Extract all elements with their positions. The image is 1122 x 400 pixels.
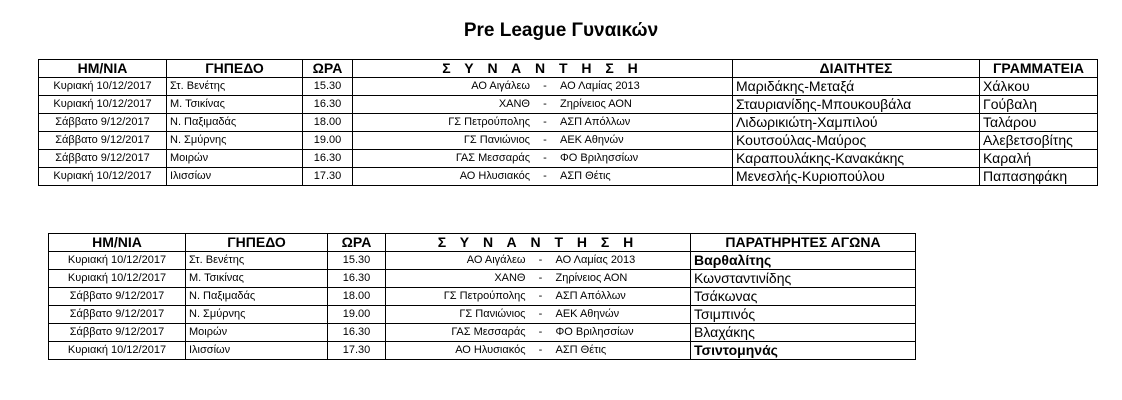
table-row <box>49 252 916 270</box>
vs-separator: - <box>538 290 543 302</box>
date-cell: Σάββατο 9/12/2017 <box>39 150 167 168</box>
col-header-observers: ΠΑΡΑΤΗΡΗΤΕΣ ΑΓΩΝΑ <box>691 234 916 252</box>
venue-cell: Μοιρών <box>167 150 303 168</box>
vs-separator: - <box>543 170 547 182</box>
referees-cell: Σταυριανίδης-Μπουκουβάλα <box>733 96 980 114</box>
match-pair <box>386 270 690 287</box>
table-row <box>49 288 916 306</box>
match-cell <box>386 288 691 306</box>
home-team: ΧΑΝΘ <box>494 272 526 284</box>
venue-cell: Μ. Τσικίνας <box>167 96 303 114</box>
home-team: ΓΣ Πετρούπολης <box>448 116 530 128</box>
vs-separator: - <box>538 254 543 266</box>
secretary-cell: Χάλκου <box>980 78 1098 96</box>
match-pair <box>386 342 690 359</box>
away-team: ΑΟ Λαμίας 2013 <box>555 254 636 266</box>
home-team: ΓΑΣ Μεσσαράς <box>455 152 530 164</box>
home-team: ΑΟ Αιγάλεω <box>466 254 526 266</box>
match-cell <box>353 114 733 132</box>
time-cell: 15.30 <box>328 252 386 270</box>
away-team: Ζηρίνειος ΑΟΝ <box>555 272 628 284</box>
table-row <box>39 78 1098 96</box>
home-team: ΧΑΝΘ <box>498 98 530 110</box>
date-cell: Κυριακή 10/12/2017 <box>49 342 186 360</box>
venue-cell: Ν. Παξιμαδάς <box>167 114 303 132</box>
time-cell: 15.30 <box>303 78 353 96</box>
date-cell: Κυριακή 10/12/2017 <box>49 270 186 288</box>
venue-cell: Ν. Σμύρνης <box>186 306 328 324</box>
match-cell <box>386 252 691 270</box>
venue-cell: Ιλισσίων <box>167 168 303 186</box>
table-row <box>49 270 916 288</box>
table-row <box>39 132 1098 150</box>
observer-cell: Τσάκωνας <box>691 288 916 306</box>
vs-separator: - <box>543 116 547 128</box>
home-team: ΓΣ Πανιώνιος <box>459 308 526 320</box>
secretary-cell: Παπασηφάκη <box>980 168 1098 186</box>
match-pair <box>353 150 732 167</box>
match-pair <box>386 252 690 269</box>
venue-cell: Ν. Παξιμαδάς <box>186 288 328 306</box>
match-pair <box>353 78 732 95</box>
col-header-secretary: ΓΡΑΜΜΑΤΕΙΑ <box>980 60 1098 78</box>
vs-separator: - <box>543 80 547 92</box>
venue-cell: Μοιρών <box>186 324 328 342</box>
venue-cell: Ιλισσίων <box>186 342 328 360</box>
match-cell <box>353 150 733 168</box>
away-team: Ζηρίνειος ΑΟΝ <box>560 98 632 110</box>
time-cell: 16.30 <box>328 324 386 342</box>
match-pair <box>386 306 690 323</box>
time-cell: 19.00 <box>328 306 386 324</box>
time-cell: 17.30 <box>328 342 386 360</box>
time-cell: 16.30 <box>303 150 353 168</box>
observer-cell: Τσιμπινός <box>691 306 916 324</box>
observer-cell: Κωνσταντινίδης <box>691 270 916 288</box>
date-cell: Κυριακή 10/12/2017 <box>39 96 167 114</box>
referees-table <box>38 59 1098 186</box>
referees-cell: Μενεσλής-Κυριοπούλου <box>733 168 980 186</box>
table-row <box>49 342 916 360</box>
secretary-cell: Καραλή <box>980 150 1098 168</box>
home-team: ΓΑΣ Μεσσαράς <box>451 326 526 338</box>
time-cell: 18.00 <box>328 288 386 306</box>
col-header-time: ΩΡΑ <box>303 60 353 78</box>
col-header-venue: ΓΗΠΕΔΟ <box>186 234 328 252</box>
home-team: ΓΣ Πανιώνιος <box>463 134 530 146</box>
away-team: ΑΣΠ Απόλλων <box>560 116 631 128</box>
vs-separator: - <box>543 152 547 164</box>
observers-table <box>48 233 916 360</box>
match-pair <box>386 288 690 305</box>
date-cell: Κυριακή 10/12/2017 <box>39 168 167 186</box>
table-row <box>49 324 916 342</box>
away-team: ΑΣΠ Απόλλων <box>555 290 626 302</box>
col-header-date: ΗΜ/ΝΙΑ <box>49 234 186 252</box>
away-team: ΦΟ Βριλησσίων <box>560 152 639 164</box>
referees-cell: Κουτσούλας-Μαύρος <box>733 132 980 150</box>
time-cell: 16.30 <box>303 96 353 114</box>
col-header-date: ΗΜ/ΝΙΑ <box>39 60 167 78</box>
match-cell <box>353 96 733 114</box>
table-row <box>39 96 1098 114</box>
match-cell <box>353 168 733 186</box>
match-cell <box>386 342 691 360</box>
time-cell: 18.00 <box>303 114 353 132</box>
home-team: ΑΟ Ηλυσιακός <box>459 170 530 182</box>
referees-cell: Λιδωρικιώτη-Χαμπιλού <box>733 114 980 132</box>
secretary-cell: Αλεβετσοβίτης <box>980 132 1098 150</box>
venue-cell: Ν. Σμύρνης <box>167 132 303 150</box>
away-team: ΑΕΚ Αθηνών <box>560 134 624 146</box>
match-cell <box>386 270 691 288</box>
date-cell: Σάββατο 9/12/2017 <box>49 288 186 306</box>
observer-cell: Βλαχάκης <box>691 324 916 342</box>
col-header-match: Σ Υ Ν Α Ν Τ Η Σ Η <box>386 234 691 252</box>
home-team: ΓΣ Πετρούπολης <box>443 290 526 302</box>
date-cell: Σάββατο 9/12/2017 <box>49 306 186 324</box>
venue-cell: Στ. Βενέτης <box>167 78 303 96</box>
away-team: ΑΕΚ Αθηνών <box>555 308 620 320</box>
match-cell <box>353 132 733 150</box>
match-pair <box>353 132 732 149</box>
table-header-row <box>49 234 916 252</box>
table-row <box>39 168 1098 186</box>
away-team: ΑΣΠ Θέτις <box>555 344 607 356</box>
vs-separator: - <box>538 344 543 356</box>
page-title: Pre League Γυναικών <box>463 20 659 41</box>
col-header-time: ΩΡΑ <box>328 234 386 252</box>
time-cell: 16.30 <box>328 270 386 288</box>
table-row <box>39 150 1098 168</box>
away-team: ΑΣΠ Θέτις <box>560 170 611 182</box>
match-pair <box>353 96 732 113</box>
match-cell <box>386 324 691 342</box>
venue-cell: Στ. Βενέτης <box>186 252 328 270</box>
date-cell: Σάββατο 9/12/2017 <box>49 324 186 342</box>
observer-cell: Βαρθαλίτης <box>691 252 916 270</box>
match-pair <box>386 324 690 341</box>
vs-separator: - <box>538 326 543 338</box>
observer-cell: Τσιντομηνάς <box>691 342 916 360</box>
col-header-referees: ΔΙΑΙΤΗΤΕΣ <box>733 60 980 78</box>
table-row <box>39 114 1098 132</box>
date-cell: Κυριακή 10/12/2017 <box>49 252 186 270</box>
vs-separator: - <box>538 272 543 284</box>
venue-cell: Μ. Τσικίνας <box>186 270 328 288</box>
secretary-cell: Γούβαλη <box>980 96 1098 114</box>
match-pair <box>353 114 732 131</box>
table-header-row <box>39 60 1098 78</box>
date-cell: Σάββατο 9/12/2017 <box>39 114 167 132</box>
date-cell: Κυριακή 10/12/2017 <box>39 78 167 96</box>
match-cell <box>353 78 733 96</box>
referees-cell: Μαριδάκης-Μεταξά <box>733 78 980 96</box>
vs-separator: - <box>543 98 547 110</box>
col-header-venue: ΓΗΠΕΔΟ <box>167 60 303 78</box>
table-row <box>49 306 916 324</box>
vs-separator: - <box>538 308 543 320</box>
match-pair <box>353 168 732 185</box>
home-team: ΑΟ Αιγάλεω <box>471 80 530 92</box>
vs-separator: - <box>543 134 547 146</box>
match-cell <box>386 306 691 324</box>
time-cell: 17.30 <box>303 168 353 186</box>
away-team: ΦΟ Βριλησσίων <box>555 326 634 338</box>
time-cell: 19.00 <box>303 132 353 150</box>
col-header-match: Σ Υ Ν Α Ν Τ Η Σ Η <box>353 60 733 78</box>
referees-cell: Καραπουλάκης-Κανακάκης <box>733 150 980 168</box>
date-cell: Σάββατο 9/12/2017 <box>39 132 167 150</box>
secretary-cell: Ταλάρου <box>980 114 1098 132</box>
away-team: ΑΟ Λαμίας 2013 <box>560 80 640 92</box>
home-team: ΑΟ Ηλυσιακός <box>455 344 526 356</box>
